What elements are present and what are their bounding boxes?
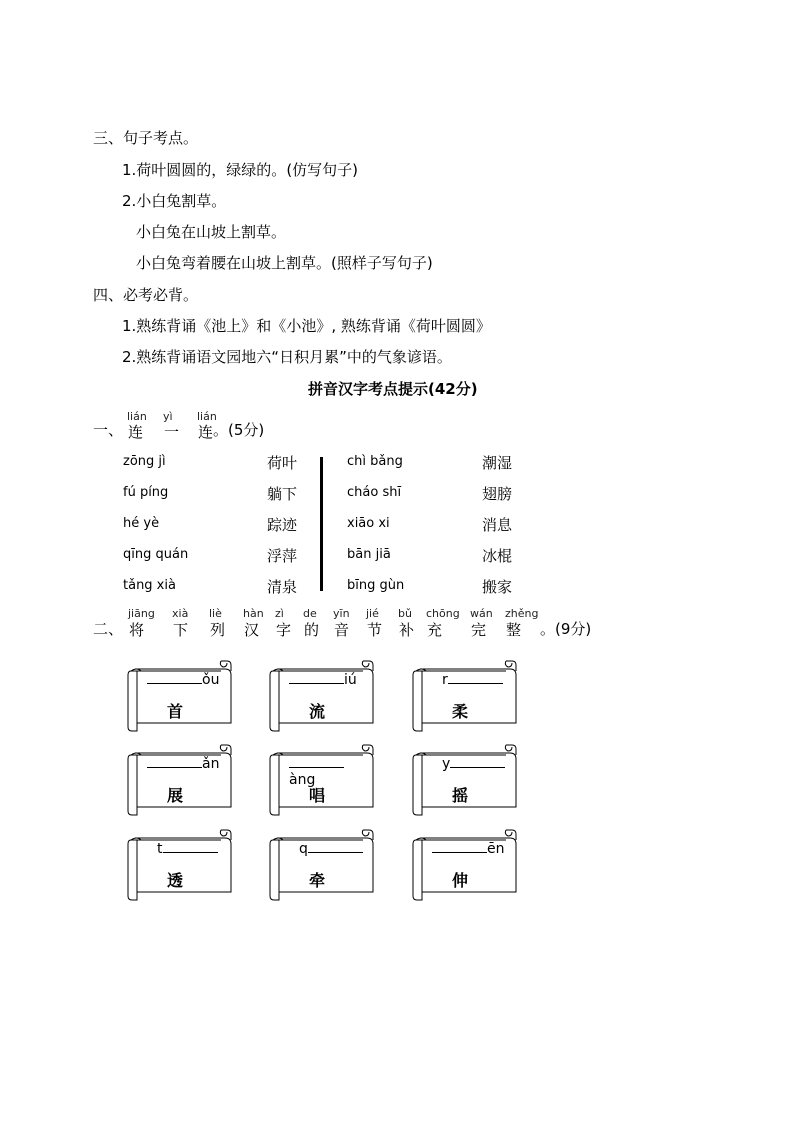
card-final: àng <box>289 772 316 788</box>
card-pinyin-line <box>289 671 369 688</box>
q2-char-pinyin: liè <box>209 607 222 620</box>
pinyin-scroll-card <box>127 657 233 725</box>
q2-char-pinyin: wán <box>470 607 493 620</box>
card-final: ēn <box>487 841 505 857</box>
card-pinyin-line <box>289 755 369 788</box>
left-word-item[interactable]: 荷叶 <box>267 454 298 472</box>
card-pinyin-line <box>147 671 227 688</box>
right-pinyin-item[interactable]: xiāo xi <box>347 516 390 531</box>
card-pinyin-line <box>432 755 512 772</box>
q2-char: 列 <box>210 621 226 639</box>
left-word-item[interactable]: 浮萍 <box>267 547 298 565</box>
section4-heading: 四、必考必背。 <box>93 286 199 304</box>
q1-char: 连 <box>128 423 144 441</box>
left-word-item[interactable]: 清泉 <box>267 578 298 596</box>
card-character: 展 <box>167 786 184 805</box>
q1-char-pinyin: lián <box>127 410 147 423</box>
right-word-item[interactable]: 潮湿 <box>482 454 513 472</box>
card-initial: q <box>299 841 308 857</box>
q2-char: 字 <box>276 621 292 639</box>
answer-blank[interactable] <box>147 755 202 768</box>
section4-item1: 1.熟练背诵《池上》和《小池》, 熟练背诵《荷叶圆圆》 <box>122 317 491 335</box>
pinyin-scroll-card <box>269 826 375 894</box>
right-word-item[interactable]: 翅膀 <box>482 485 513 503</box>
q2-char: 节 <box>367 621 383 639</box>
section3-item2-example2: 小白兔弯着腰在山坡上割草。(照样子写句子) <box>136 254 433 272</box>
q2-char-pinyin: zhěng <box>505 607 539 620</box>
card-character: 首 <box>167 702 184 721</box>
right-pinyin-item[interactable]: bān jiā <box>347 547 391 562</box>
right-pinyin-item[interactable]: cháo shī <box>347 485 402 500</box>
q2-char-pinyin: xià <box>172 607 189 620</box>
right-pinyin-item[interactable]: chì bǎng <box>347 454 403 469</box>
q2-char: 补 <box>399 621 415 639</box>
pinyin-scroll-card <box>269 657 375 725</box>
card-initial: y <box>442 756 451 772</box>
right-word-item[interactable]: 冰棍 <box>482 547 513 565</box>
left-pinyin-item[interactable]: qīng quán <box>123 547 189 562</box>
answer-blank[interactable] <box>432 840 487 853</box>
card-final: ǒu <box>202 672 220 688</box>
q2-char-pinyin: zì <box>275 607 284 620</box>
answer-blank[interactable] <box>147 671 202 684</box>
q2-char-pinyin: jié <box>366 607 379 620</box>
column-divider <box>320 457 323 591</box>
card-character: 唱 <box>309 786 326 805</box>
section3-item2: 2.小白兔割草。 <box>122 192 227 210</box>
q1-prefix: 一、 <box>93 421 124 439</box>
q2-char: 充 <box>427 621 443 639</box>
right-word-item[interactable]: 消息 <box>482 516 513 534</box>
card-final: ǎn <box>202 756 220 772</box>
right-pinyin-item[interactable]: bīng gùn <box>347 578 405 593</box>
answer-blank[interactable] <box>163 840 218 853</box>
card-character: 牵 <box>309 871 326 890</box>
q2-char-pinyin: jiāng <box>128 607 155 620</box>
section3-item1: 1.荷叶圆圆的，绿绿的。(仿写句子) <box>122 161 359 179</box>
answer-blank[interactable] <box>289 671 344 684</box>
pinyin-scroll-card <box>412 826 518 894</box>
card-pinyin-line <box>147 755 227 772</box>
section3-heading: 三、句子考点。 <box>93 129 199 147</box>
q1-char: 一 <box>164 423 180 441</box>
left-pinyin-item[interactable]: fú píng <box>123 485 169 500</box>
card-character: 流 <box>309 702 326 721</box>
left-pinyin-item[interactable]: hé yè <box>123 516 160 531</box>
part-title: 拼音汉字考点提示(42分) <box>308 380 478 398</box>
left-word-item[interactable]: 踪迹 <box>267 516 298 534</box>
left-word-item[interactable]: 躺下 <box>267 485 298 503</box>
section4-item2: 2.熟练背诵语文园地六“日积月累”中的气象谚语。 <box>122 348 452 366</box>
card-pinyin-line <box>432 840 512 857</box>
right-word-item[interactable]: 搬家 <box>482 578 513 596</box>
answer-blank[interactable] <box>289 755 344 768</box>
q1-suffix: 。(5分) <box>213 421 265 439</box>
card-character: 摇 <box>452 786 469 805</box>
q2-char-pinyin: chōng <box>426 607 460 620</box>
pinyin-scroll-card <box>412 741 518 809</box>
q2-char: 将 <box>129 621 145 639</box>
left-pinyin-item[interactable]: zōng jì <box>123 454 166 469</box>
card-initial: t <box>157 841 163 857</box>
section3-item2-example1: 小白兔在山坡上割草。 <box>136 223 287 241</box>
q1-char-pinyin: yì <box>163 410 173 423</box>
card-pinyin-line <box>147 840 227 857</box>
card-pinyin-line <box>432 671 512 688</box>
answer-blank[interactable] <box>308 840 363 853</box>
card-pinyin-line <box>289 840 369 857</box>
card-initial: r <box>442 672 448 688</box>
pinyin-scroll-card <box>127 826 233 894</box>
q2-char: 汉 <box>244 621 260 639</box>
q2-char-pinyin: yīn <box>333 607 350 620</box>
answer-blank[interactable] <box>448 671 503 684</box>
pinyin-scroll-card <box>269 741 375 809</box>
card-final: iú <box>344 672 357 688</box>
q2-char-pinyin: de <box>303 607 317 620</box>
pinyin-scroll-card <box>127 741 233 809</box>
card-character: 透 <box>167 871 184 890</box>
left-pinyin-item[interactable]: tǎng xià <box>123 578 176 593</box>
q2-prefix: 二、 <box>93 620 124 638</box>
q1-char-pinyin: lián <box>197 410 217 423</box>
card-character: 柔 <box>452 702 469 721</box>
q2-char: 的 <box>304 621 320 639</box>
card-character: 伸 <box>452 871 469 890</box>
q2-char-pinyin: hàn <box>243 607 264 620</box>
answer-blank[interactable] <box>450 755 505 768</box>
q2-char-pinyin: bǔ <box>398 607 412 620</box>
q2-char: 下 <box>173 621 189 639</box>
q2-char: 整 <box>506 621 522 639</box>
q2-suffix: 。(9分) <box>540 620 592 638</box>
q2-char: 完 <box>471 621 487 639</box>
q2-char: 音 <box>334 621 350 639</box>
q1-char: 连 <box>198 423 214 441</box>
pinyin-scroll-card <box>412 657 518 725</box>
